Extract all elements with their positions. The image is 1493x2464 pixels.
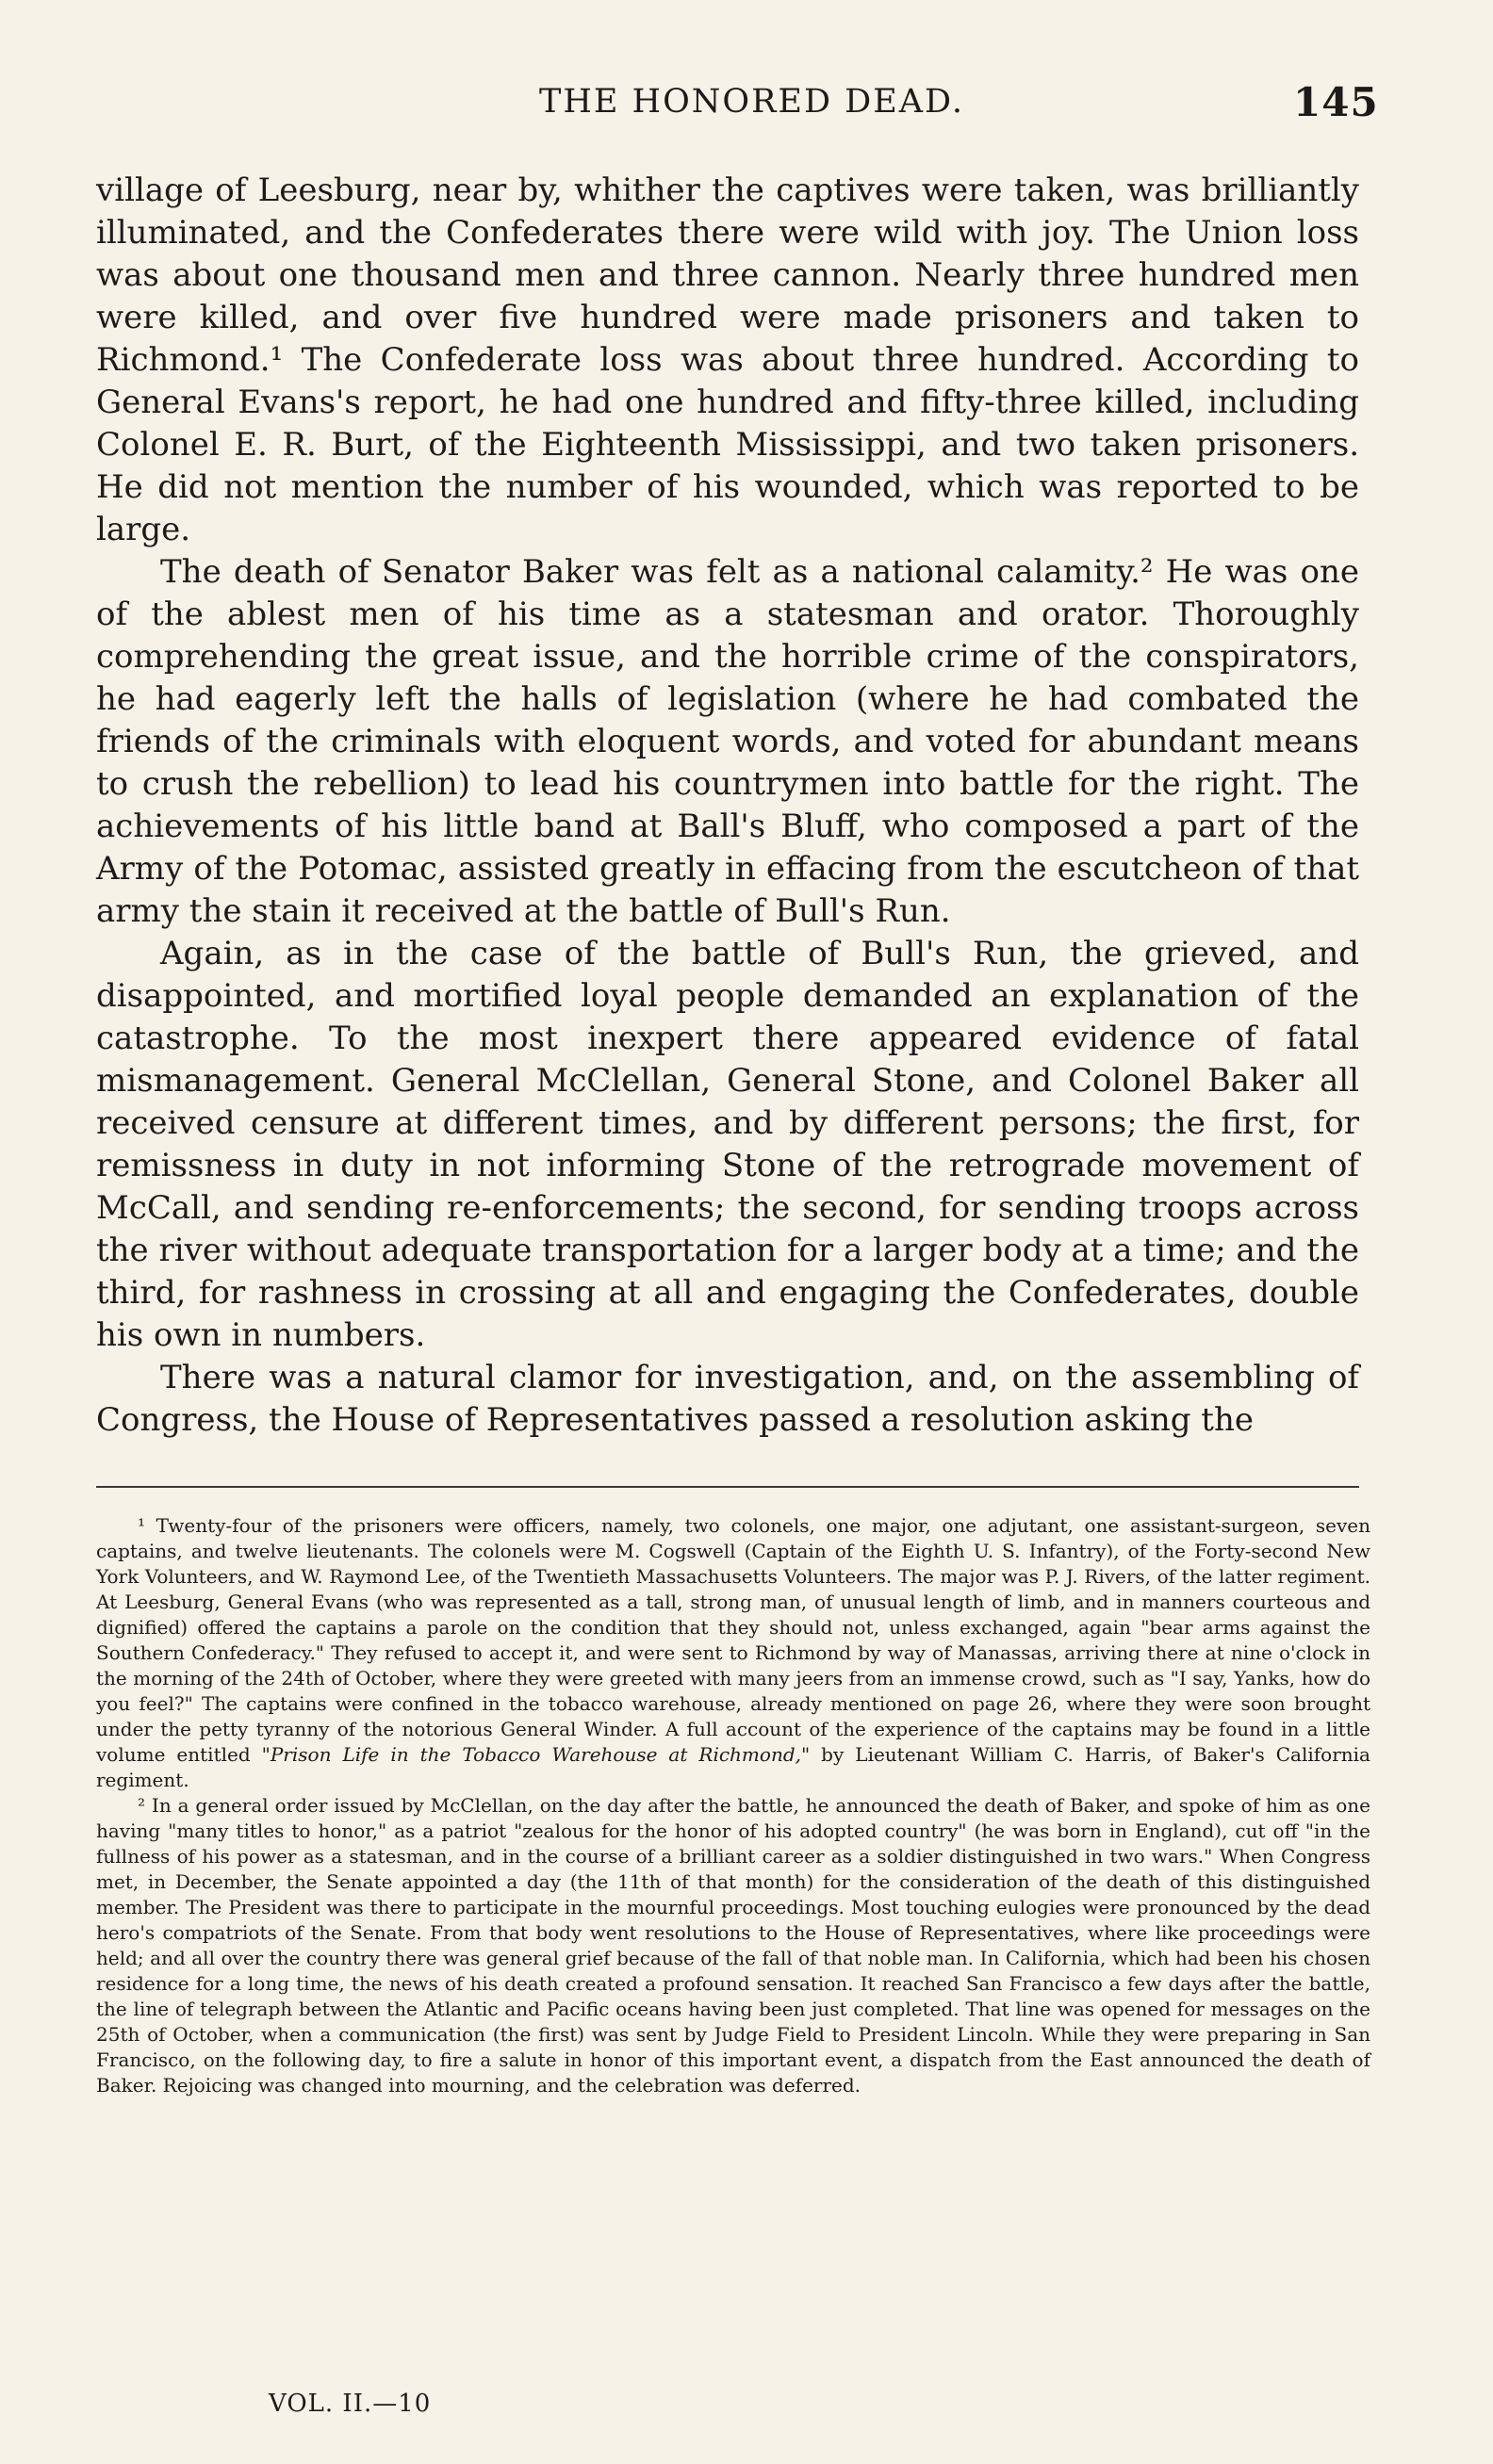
volume-signature: VOL. II.—10 [269,2390,432,2418]
footnote-1-text-b: " by Lieutenant William C. Harris, of Baker's California regiment. [96,1743,1370,1791]
footnote-divider [96,1486,1359,1488]
footnote-1 [96,1513,1370,1793]
page-number: 145 [1293,79,1379,125]
paragraph: village of Leesburg, near by, whither the captives were taken, was brilliantly illuminated, and the Confederates there were wild with joy. The Union loss was about one thousand men and three cannon. Nearly three hundred men were killed, and over five hundred were made prisoners and taken to Richmond.¹ The Confederate loss was about three hundred. According to General Evans's report, he had one hundred and fifty-three killed, including Colonel E. R. Burt, of the Eighteenth Mississippi, and two taken prisoners. He did not mention the number of his wounded, which was reported to be large. [96,171,1359,548]
running-head: THE HONORED DEAD. [539,83,964,121]
paragraph: The death of Senator Baker was felt as a national calamity.² He was one of the ablest men of his time as a statesman and orator. Thoroughly comprehending the great issue, and the horrible crime of the conspirators, he had eagerly left the halls of legislation (where he had combated the friends of the criminals with eloquent words, and voted for abundant means to crush the rebellion) to lead his countrymen into battle for the right. The achievements of his little band at Ball's Bluff, who composed a part of the Army of the Potomac, assisted greatly in effacing from the escutcheon of that army the stain it received at the battle of Bull's Run. [96,553,1359,930]
paragraph: Again, as in the case of the battle of Bull's Run, the grieved, and disappointed, and mortified loyal people demanded an explanation of the catastrophe. To the most inexpert there appeared evidence of fatal mismanagement. General McClellan, General Stone, and Colonel Baker all received censure at different times, and by different persons; the first, for remissness in duty in not informing Stone of the retrograde movement of McCall, and sending re-enforcements; the second, for sending troops across the river without adequate transportation for a larger body at a time; and the third, for rashness in crossing at all and engaging the Confederates, double his own in numbers. [96,935,1359,1354]
footnote-1-book-title: Prison Life in the Tobacco Warehouse at Richmond, [270,1743,801,1766]
footnotes [96,1513,1370,2098]
paragraph: There was a natural clamor for investigation, and, on the assembling of Congress, the House of Representatives passed a resolution asking the [96,1359,1359,1439]
main-text [96,170,1359,1442]
footnote-1-text-a: ¹ Twenty-four of the prisoners were officers, namely, two colonels, one major, one adjutant, one assistant-surgeon, seven captains, and twelve lieutenants. The colonels were M. Cogswell (Captain of the Eighth U. S. Infantry), of the Forty-second New York Volunteers, and W. Raymond Lee, of the Twentieth Massachusetts Volunteers. The major was P. J. Rivers, of the latter regiment. At Leesburg, General Evans (who was represented as a tall, strong man, of unusual length of limb, and in manners courteous and dignified) offered the captains a parole on the condition that they should not, unless exchanged, again "bear arms against the Southern Confederacy." They refused to accept it, and were sent to Richmond by way of Manassas, arriving there at nine o'clock in the morning of the 24th of October, where they were greeted with many jeers from an immense crowd, such as "I say, Yanks, how do you feel?" The captains were confined in the tobacco warehouse, already mentioned on page 26, where they were soon brought under the petty tyranny of the notorious General Winder. A full account of the experience of the captains may be found in a little volume entitled " [96,1514,1370,1766]
footnote-2: ² In a general order issued by McClellan, on the day after the battle, he announced the death of Baker, and spoke of him as one having "many titles to honor," as a patriot "zealous for the honor of his adopted country" (he was born in England), cut off "in the fullness of his power as a statesman, and in the course of a brilliant career as a soldier distinguished in two wars." When Congress met, in December, the Senate appointed a day (the 11th of that month) for the consideration of the death of this distinguished member. The President was there to participate in the mournful proceedings. Most touching eulogies were pronounced by the dead hero's compatriots of the Senate. From that body went resolutions to the House of Representatives, where like proceedings were held; and all over the country there was general grief because of the fall of that noble man. In California, which had been his chosen residence for a long time, the news of his death created a profound sensation. It reached San Francisco a few days after the battle, the line of telegraph between the Atlantic and Pacific oceans having been just completed. That line was opened for messages on the 25th of October, when a communication (the first) was sent by Judge Field to President Lincoln. While they were preparing in San Francisco, on the following day, to fire a salute in honor of this important event, a dispatch from the East announced the death of Baker. Rejoicing was changed into mourning, and the celebration was deferred. [96,1794,1370,2097]
